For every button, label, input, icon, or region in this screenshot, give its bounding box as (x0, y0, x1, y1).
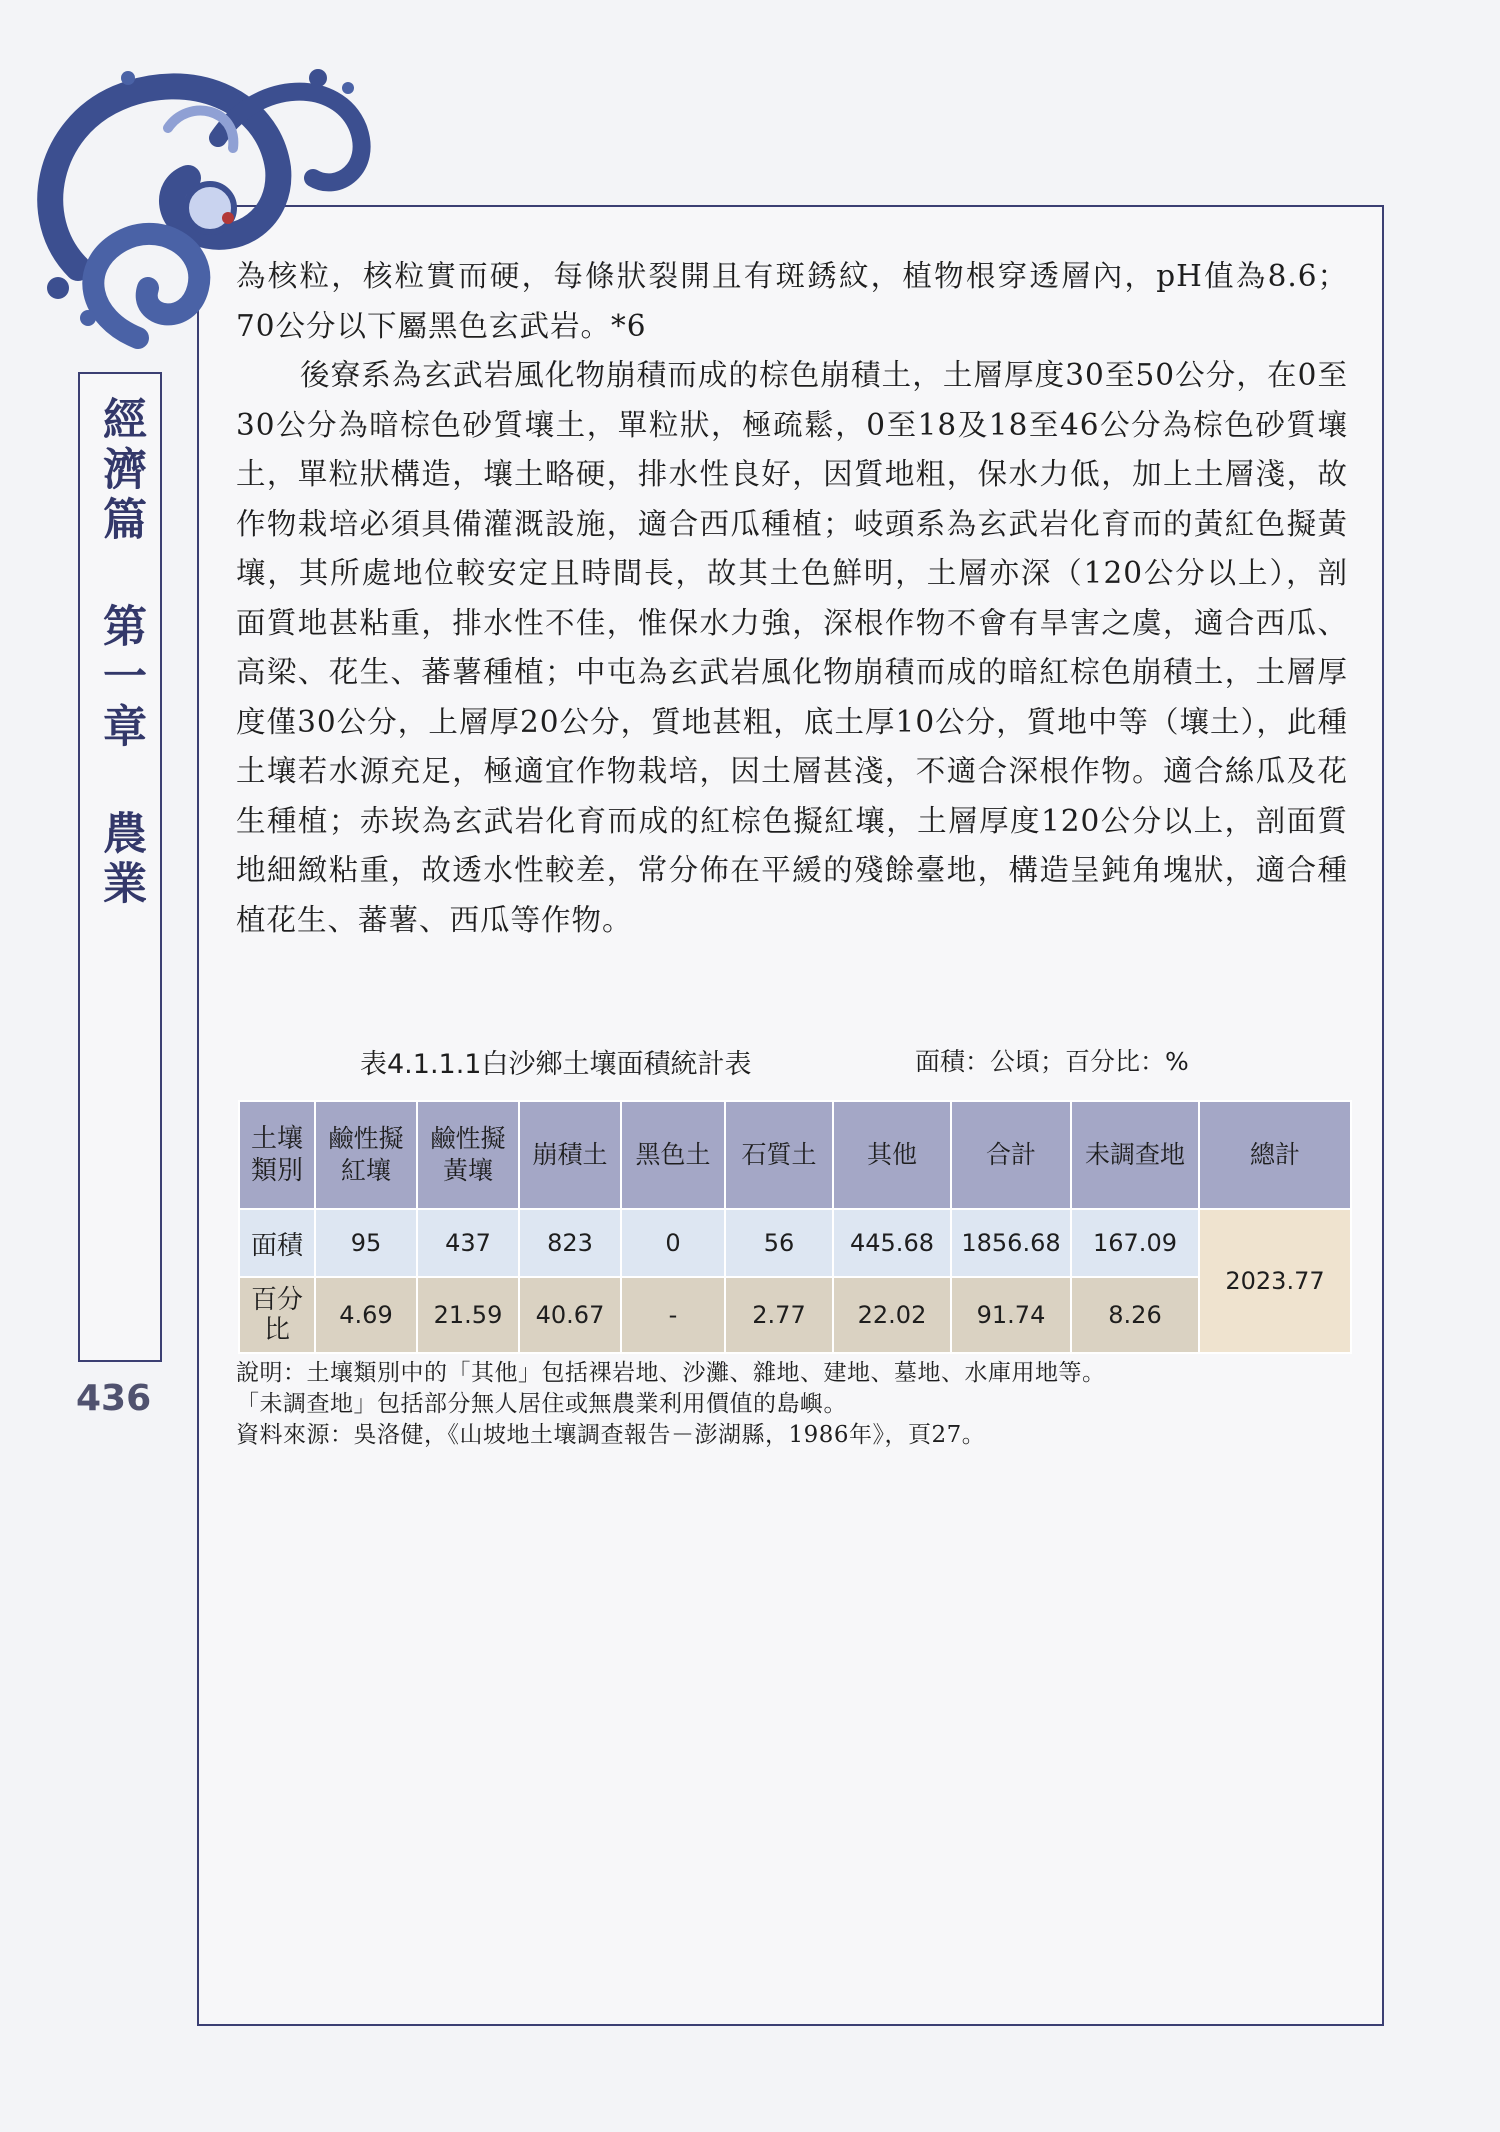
table-row (239, 1277, 1351, 1353)
table-cell: 56 (725, 1209, 833, 1277)
table-cell: - (621, 1277, 725, 1353)
table-cell: 437 (417, 1209, 519, 1277)
table-cell: 21.59 (417, 1277, 519, 1353)
table-cell: 1856.68 (951, 1209, 1071, 1277)
header-cell: 鹼性擬黃壤 (417, 1101, 519, 1209)
row-label: 百分比 (239, 1277, 315, 1353)
table-cell: 91.74 (951, 1277, 1071, 1353)
page-number: 436 (76, 1378, 152, 1419)
header-cell: 鹼性擬紅壤 (315, 1101, 417, 1209)
header-cell: 土壤類別 (239, 1101, 315, 1209)
chapter-side-tab (78, 372, 162, 1362)
table-cell: 4.69 (315, 1277, 417, 1353)
table-cell: 167.09 (1071, 1209, 1199, 1277)
table-notes (236, 1358, 1356, 1451)
table-cell: 0 (621, 1209, 725, 1277)
body-text (236, 252, 1348, 945)
header-cell: 石質土 (725, 1101, 833, 1209)
header-cell: 未調查地 (1071, 1101, 1199, 1209)
source-line: 資料來源：吳洛健，《山坡地土壤調查報告－澎湖縣，1986年》，頁27。 (236, 1422, 986, 1448)
table-caption: 表4.1.1.1白沙鄉土壤面積統計表 (360, 1049, 752, 1080)
table-cell: 22.02 (833, 1277, 951, 1353)
paragraph: 為核粒，核粒實而硬，每條狀裂開且有斑銹紋，植物根穿透層內，pH值為8.6；70公分以下屬黑色玄武岩。*6 (236, 259, 1348, 343)
table-cell: 445.68 (833, 1209, 951, 1277)
table-unit: 面積：公頃；百分比：% (915, 1047, 1189, 1076)
note-line: 說明：土壤類別中的「其他」包括裸岩地、沙灘、雜地、建地、墓地、水庫用地等。 (236, 1360, 1106, 1386)
header-cell: 黑色土 (621, 1101, 725, 1209)
table-cell: 823 (519, 1209, 621, 1277)
table-row (239, 1209, 1351, 1277)
table-cell: 2.77 (725, 1277, 833, 1353)
table-header-row (239, 1101, 1351, 1209)
note-line: 「未調查地」包括部分無人居住或無農業利用價值的島嶼。 (236, 1391, 847, 1417)
header-cell: 總計 (1199, 1101, 1351, 1209)
table-cell: 8.26 (1071, 1277, 1199, 1353)
total-cell: 2023.77 (1199, 1209, 1351, 1353)
header-cell: 崩積土 (519, 1101, 621, 1209)
row-label: 面積 (239, 1209, 315, 1277)
header-cell: 其他 (833, 1101, 951, 1209)
header-cell: 合計 (951, 1101, 1071, 1209)
chapter-title: 經濟篇 第一章 農業 (95, 396, 146, 910)
table-cell: 40.67 (519, 1277, 621, 1353)
soil-area-table (238, 1100, 1352, 1354)
table-cell: 95 (315, 1209, 417, 1277)
paragraph: 後寮系為玄武岩風化物崩積而成的棕色崩積土，土層厚度30至50公分，在0至30公分為暗棕色砂質壤土，單粒狀，極疏鬆，0至18及18至46公分為棕色砂質壤土，單粒狀構造，壤土略硬，排水性良好，因質地粗，保水力低，加上土層淺，故作物栽培必須具備灌溉設施，適合西瓜種植；岐頭系為玄武岩化育而的黃紅色擬黃壤，其所處地位較安定且時間長，故其土色鮮明，土層亦深（120公分以上），剖面質地甚粘重，排水性不佳，惟保水力強，深根作物不會有旱害之虞，適合西瓜、高梁、花生、蕃薯種植；中屯為玄武岩風化物崩積而成的暗紅棕色崩積土，土層厚度僅30公分，上層厚20公分，質地甚粗，底土厚10公分，質地中等（壤土），此種土壤若水源充足，極適宜作物栽培，因土層甚淺，不適合深根作物。適合絲瓜及花生種植；赤崁為玄武岩化育而成的紅棕色擬紅壤，土層厚度120公分以上，剖面質地細緻粘重，故透水性較差，常分佈在平緩的殘餘臺地，構造呈鈍角塊狀，適合種植花生、蕃薯、西瓜等作物。 (236, 358, 1348, 937)
